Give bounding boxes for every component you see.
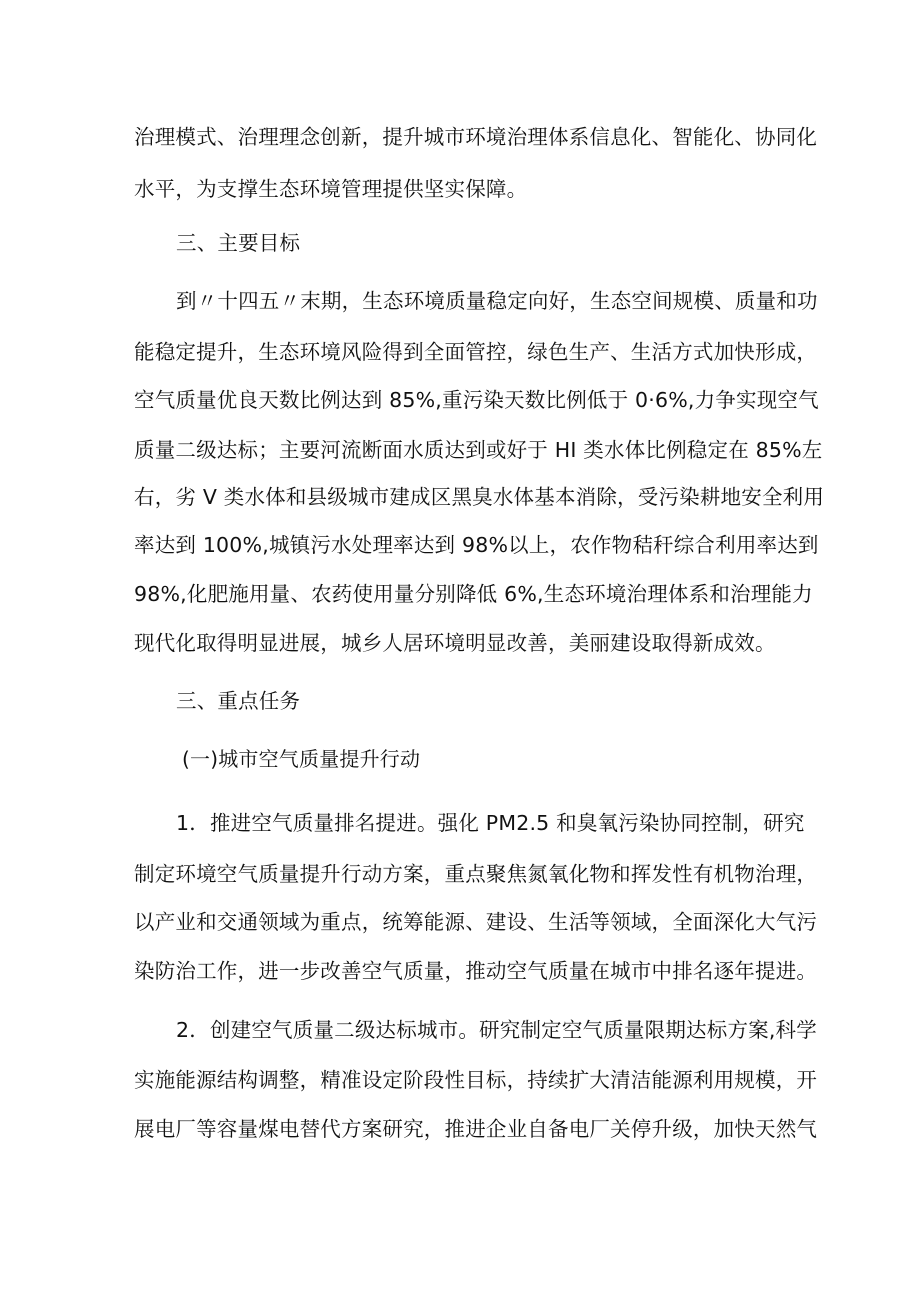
intro-line: 水平，为支撑生态环境管理提供坚实保障。 bbox=[134, 177, 528, 201]
paragraph-line: 98%,化肥施用量、农药使用量分别降低 6%,生态环境治理体系和治理能力 bbox=[134, 582, 813, 606]
intro-line: 治理模式、治理理念创新，提升城市环境治理体系信息化、智能化、协同化 bbox=[134, 125, 818, 149]
item1-line: 染防治工作，进一步改善空气质量，推动空气质量在城市中排名逐年提进。 bbox=[134, 959, 818, 983]
section-heading-tasks: 三、重点任务 bbox=[176, 689, 301, 713]
section-heading-goals: 三、主要目标 bbox=[176, 231, 301, 255]
item1-line: 1．推进空气质量排名提进。强化 PM2.5 和臭氧污染协同控制，研究 bbox=[176, 811, 805, 835]
paragraph-line: 率达到 100%,城镇污水处理率达到 98%以上，农作物秸秆综合利用率达到 bbox=[134, 533, 819, 557]
item2-line: 实施能源结构调整，精准设定阶段性目标，持续扩大清洁能源利用规模，开 bbox=[134, 1068, 818, 1092]
item2-line: 2．创建空气质量二级达标城市。研究制定空气质量限期达标方案,科学 bbox=[176, 1018, 817, 1042]
paragraph-line: 质量二级达标；主要河流断面水质达到或好于 HI 类水体比例稳定在 85%左 bbox=[134, 438, 823, 462]
subsection-heading: (一)城市空气质量提升行动 bbox=[182, 747, 421, 771]
paragraph-line: 右，劣 V 类水体和县级城市建成区黑臭水体基本消除，受污染耕地安全利用 bbox=[134, 485, 825, 509]
item1-line: 制定环境空气质量提升行动方案，重点聚焦氮氧化物和挥发性有机物治理， bbox=[134, 862, 818, 886]
paragraph-line: 空气质量优良天数比例达到 85%,重污染天数比例低于 0·6%,力争实现空气 bbox=[134, 388, 819, 412]
paragraph-line: 能稳定提升，生态环境风险得到全面管控，绿色生产、生活方式加快形成， bbox=[134, 340, 818, 364]
item1-line: 以产业和交通领域为重点，统筹能源、建设、生活等领域，全面深化大气污 bbox=[134, 910, 818, 934]
paragraph-line: 现代化取得明显进展，城乡人居环境明显改善，美丽建设取得新成效。 bbox=[134, 631, 776, 655]
paragraph-line: 到〃十四五〃末期，生态环境质量稳定向好，生态空间规模、质量和功 bbox=[176, 289, 818, 313]
item2-line: 展电厂等容量煤电替代方案研究，推进企业自备电厂关停升级，加快天然气 bbox=[134, 1117, 818, 1141]
